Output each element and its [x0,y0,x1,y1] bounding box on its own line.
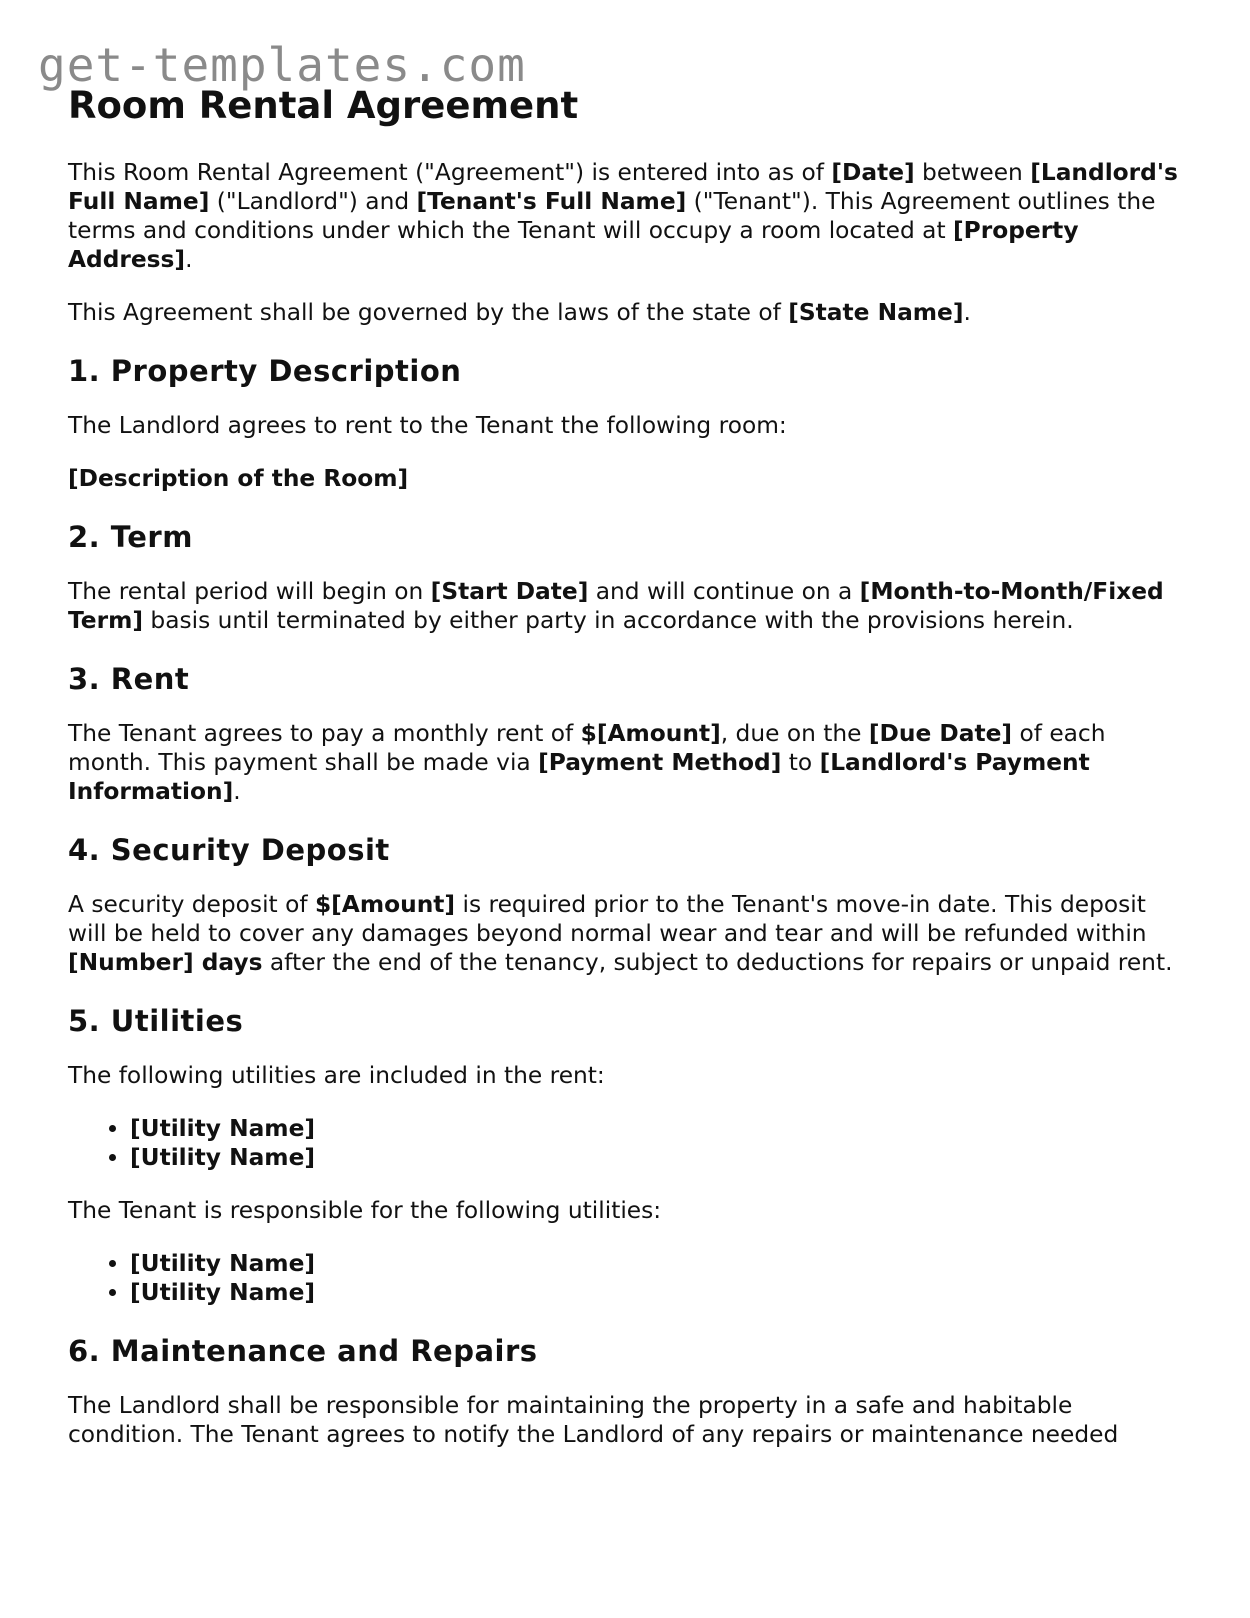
rent-text: . [233,778,241,805]
intro-text: This Room Rental Agreement ("Agreement") is entered into as of [68,159,832,186]
term-text: The rental period will begin on [68,578,431,605]
governing-text: This Agreement shall be governed by the laws of the state of [68,299,789,326]
governing-law-paragraph [68,298,1178,327]
governing-text: . [963,299,971,326]
payment-info-placeholder: [Landlord's Payment Information] [68,749,1090,805]
utilities-tenant-list [68,1249,1178,1307]
section-heading-term: 2. Term [68,520,193,554]
section-heading-property: 1. Property Description [68,354,462,388]
intro-text: ("Tenant"). This Agreement outlines the terms and conditions under which the Tenant will occupy a room located at [68,188,1156,244]
deposit-text: is required prior to the Tenant's move-in date. This deposit will be held to cover any damages beyond normal wear and tear and will be refunded within [68,891,1147,947]
refund-days-placeholder: [Number] days [68,949,263,976]
list-item: • [Utility Name] [130,1114,1178,1143]
document-title: Room Rental Agreement [68,84,579,127]
utilities-included-list [68,1114,1178,1172]
deposit-text: after the end of the tenancy, subject to deductions for repairs or unpaid rent. [262,949,1173,976]
landlord-name-placeholder: [Landlord's Full Name] [68,159,1178,215]
deposit-paragraph [68,890,1178,977]
start-date-placeholder: [Start Date] [430,578,589,605]
due-date-placeholder: [Due Date] [868,720,1013,747]
list-item: • [Utility Name] [130,1278,1178,1307]
term-text: basis until terminated by either party in accordance with the provisions herein. [143,607,1074,634]
intro-text: ("Landlord") and [209,188,417,215]
utilities-tenant-text: The Tenant is responsible for the following utilities: [68,1197,662,1224]
rent-text: , due on the [720,720,869,747]
deposit-text: A security deposit of [68,891,315,918]
maintenance-text: The Landlord shall be responsible for maintaining the property in a safe and habitable condition. The Tenant agrees to notify the Landlord of any repairs or maintenance needed [68,1392,1119,1448]
section-heading-maintenance: 6. Maintenance and Repairs [68,1334,538,1368]
list-item: • [Utility Name] [130,1249,1178,1278]
intro-paragraph [68,158,1178,274]
watermark: get-templates.com [38,38,526,92]
utilities-included-text: The following utilities are included in the rent: [68,1062,605,1089]
term-type-placeholder: [Month-to-Month/Fixed Term] [68,578,1164,634]
term-text: and will continue on a [588,578,860,605]
document-page [68,82,1178,1473]
deposit-amount-placeholder: $[Amount] [314,891,456,918]
rent-paragraph [68,719,1178,806]
rent-text: to [781,749,820,776]
rent-text: The Tenant agrees to pay a monthly rent of [68,720,581,747]
list-item: • [Utility Name] [130,1143,1178,1172]
rent-text: of each month. This payment shall be made via [68,720,1106,776]
tenant-name-placeholder: [Tenant's Full Name] [416,188,687,215]
state-name-placeholder: [State Name] [788,299,964,326]
section-heading-deposit: 4. Security Deposit [68,833,390,867]
intro-text: . [185,246,193,273]
term-paragraph [68,577,1178,635]
property-address-placeholder: [Property Address] [68,217,1079,273]
payment-method-placeholder: [Payment Method] [538,749,782,776]
intro-text: between [914,159,1031,186]
room-description-placeholder: [Description of the Room] [68,465,409,492]
property-text: The Landlord agrees to rent to the Tenant the following room: [68,412,787,439]
section-heading-rent: 3. Rent [68,662,190,696]
section-heading-utilities: 5. Utilities [68,1004,244,1038]
rent-amount-placeholder: $[Amount] [580,720,721,747]
date-placeholder: [Date] [831,159,915,186]
